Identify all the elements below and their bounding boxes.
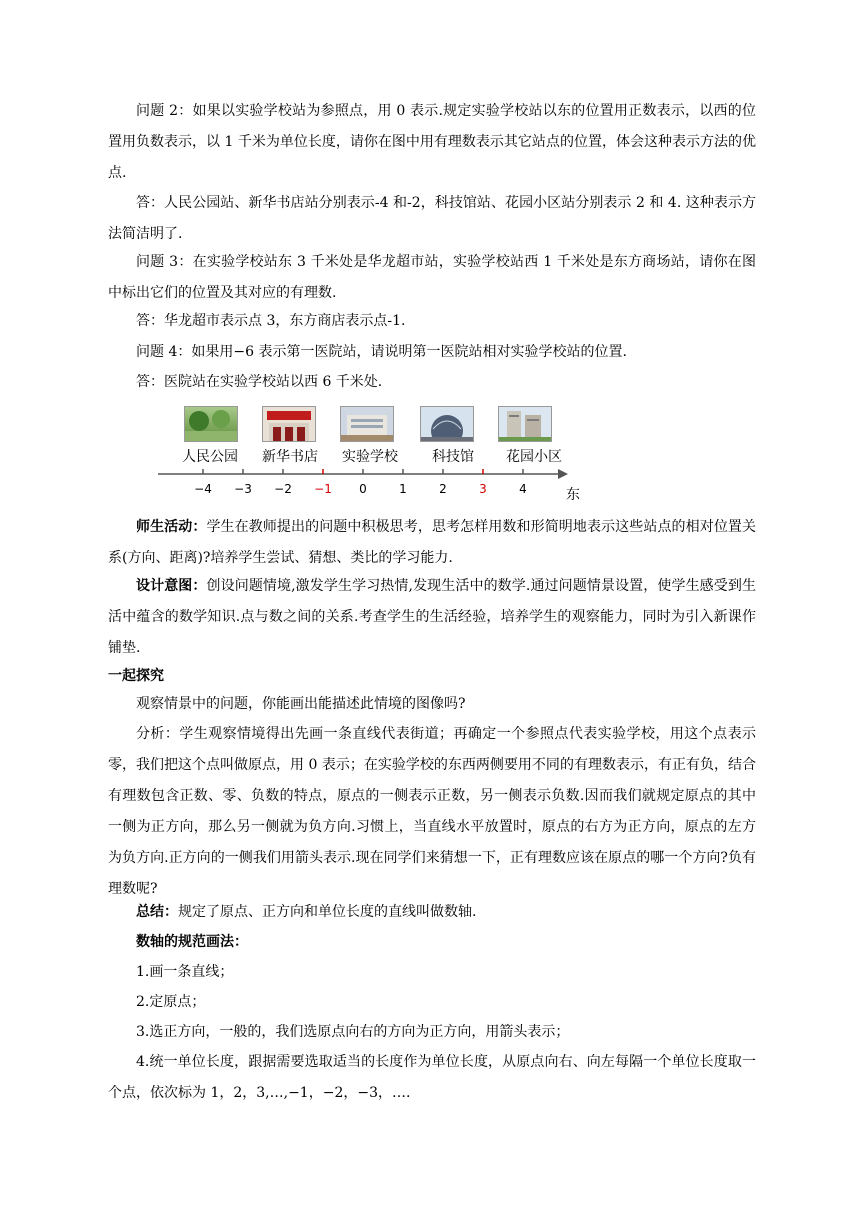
tick-label: 2 <box>439 482 447 496</box>
summary-paragraph <box>108 897 756 928</box>
station-number-line-figure <box>158 400 588 504</box>
science-museum-photo <box>420 406 474 442</box>
park-photo <box>184 406 238 442</box>
tick-label: 0 <box>359 482 367 496</box>
summary-label: 总结： <box>136 904 178 920</box>
tick-label: −4 <box>194 482 212 496</box>
step-2: 2.定原点； <box>136 994 206 1010</box>
garden-community-photo <box>498 406 552 442</box>
design-paragraph <box>108 571 756 664</box>
school-photo <box>340 406 394 442</box>
answer-3: 答：华龙超市表示点 3，东方商店表示点-1. <box>136 313 406 329</box>
station-label-museum: 科技馆 <box>432 449 474 465</box>
axis-arrow <box>558 469 568 479</box>
station-label-garden: 花园小区 <box>506 449 562 465</box>
step-3: 3.选正方向，一般的，我们选原点向右的方向为正方向，用箭头表示； <box>136 1024 570 1040</box>
question-2: 问题 2：如果以实验学校站为参照点，用 0 表示.规定实验学校站以东的位置用正数表示，以西的位置用负数表示，以 1 千米为单位长度，请你在图中用有理数表示其它站点的位置，体会这种表示方法的优点. <box>108 103 756 181</box>
station-label-bookstore: 新华书店 <box>262 449 318 465</box>
activity-text: 学生在教师提出的问题中积极思考，思考怎样用数和形简明地表示这些站点的相对位置关系(方向、距离)?培养学生尝试、猜想、类比的学习能力. <box>108 519 757 566</box>
station-label-school: 实验学校 <box>342 449 398 465</box>
step-4: 4.统一单位长度，跟据需要选取适当的长度作为单位长度，从原点向右、向左每隔一个单位长度取一个点，依次标为 1，2，3,…,−1，−2，−3，…. <box>108 1054 756 1101</box>
step-1: 1.画一条直线； <box>136 964 234 980</box>
design-text: 创设问题情境,激发学生学习热情,发现生活中的数学.通过问题情景设置，使学生感受到生活中蕴含的数学知识.点与数之间的关系.考查学生的生活经验，培养学生的观察能力，同时为引入新课作铺垫. <box>108 578 756 656</box>
tick-label: 3 <box>479 482 487 496</box>
method-title: 数轴的规范画法： <box>136 934 248 950</box>
answer-4: 答：医院站在实验学校站以西 6 千米处. <box>136 374 383 390</box>
tick-label: 1 <box>399 482 407 496</box>
tick-label: −3 <box>234 482 252 496</box>
station-label-park: 人民公园 <box>182 449 238 465</box>
question-4: 问题 4：如果用−6 表示第一医院站，请说明第一医院站相对实验学校站的位置. <box>136 344 627 360</box>
analysis-paragraph: 分析：学生观察情境得出先画一条直线代表街道；再确定一个参照点代表实验学校，用这个点表示零，我们把这个点叫做原点，用 0 表示；在实验学校的东西两侧要用不同的有理数表示，有正有负，结合有理数包含正数、零、负数的特点，原点的一侧表示正数，另一侧表示负数.因而我们就规定原点的其中一侧为正方向，那么另一侧就为负方向.习惯上，当直线水平放置时，原点的右方为正方向，原点的左方为负方向.正方向的一侧我们用箭头表示.现在同学们来猜想一下，正有理数应该在原点的哪一个方向?负有理数呢? <box>108 726 756 897</box>
direction-label: 东 <box>566 487 580 503</box>
tick-label: −2 <box>274 482 292 496</box>
summary-text: 规定了原点、正方向和单位长度的直线叫做数轴. <box>178 904 477 920</box>
tick-label: 4 <box>519 482 527 496</box>
bookstore-photo <box>262 406 316 442</box>
activity-label: 师生活动： <box>136 519 207 535</box>
observe-question: 观察情景中的问题，你能画出能描述此情境的图像吗? <box>136 696 466 712</box>
design-label: 设计意图： <box>136 578 207 594</box>
tick-label: −1 <box>314 482 332 496</box>
answer-2: 答：人民公园站、新华书店站分别表示-4 和-2，科技馆站、花园小区站分别表示 2 和 4. 这种表示方法简洁明了. <box>108 195 756 242</box>
activity-paragraph <box>108 512 756 574</box>
section-title: 一起探究 <box>108 668 164 684</box>
question-3: 问题 3：在实验学校站东 3 千米处是华龙超市站，实验学校站西 1 千米处是东方商场站，请你在图中标出它们的位置及其对应的有理数. <box>108 254 756 301</box>
